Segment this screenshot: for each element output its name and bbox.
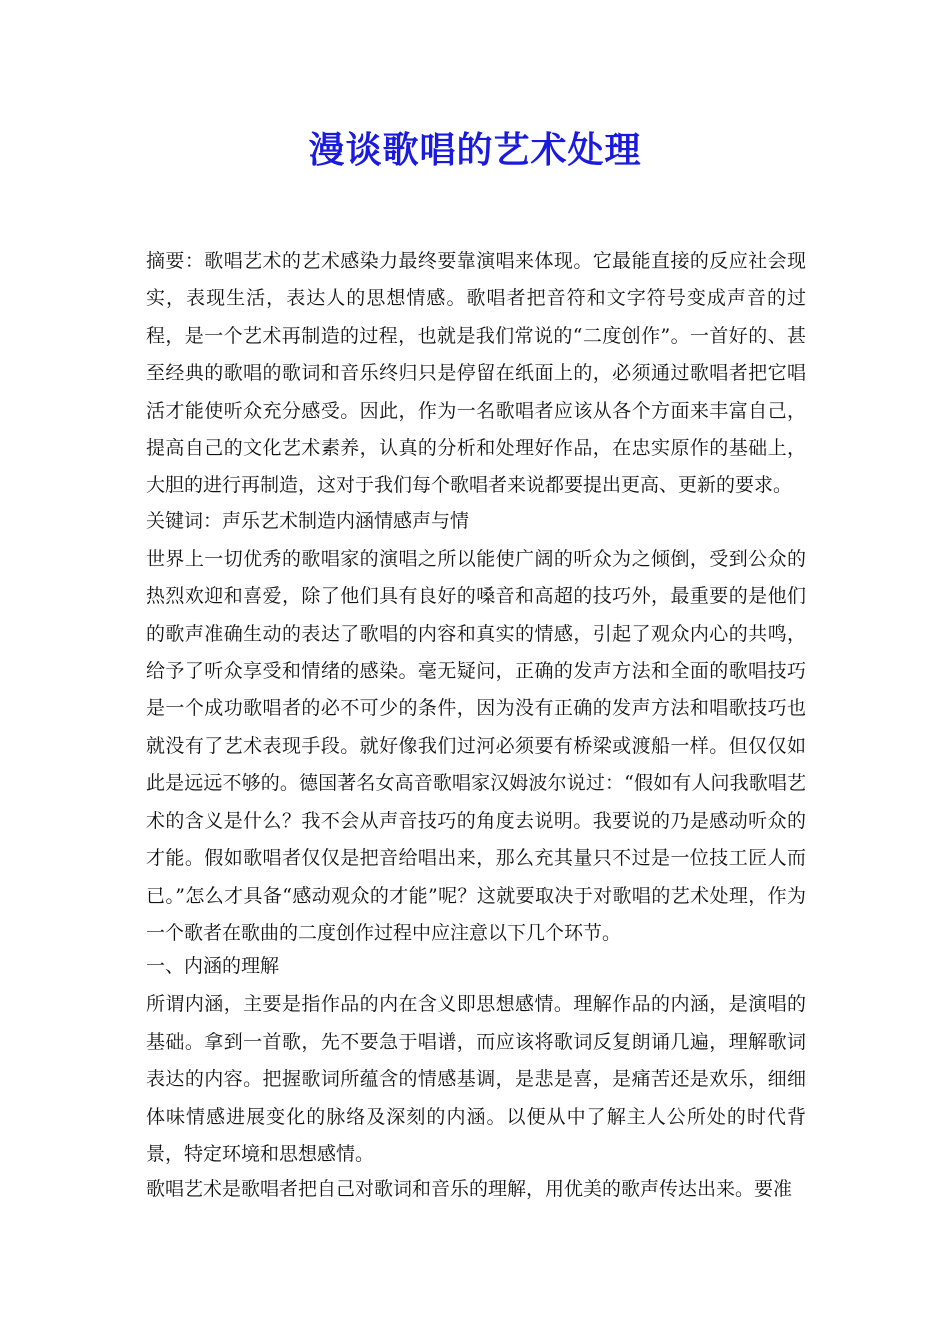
body-paragraph: 歌唱艺术是歌唱者把自己对歌词和音乐的理解，用优美的歌声传达出来。要准 — [146, 1178, 793, 1201]
body-paragraph: 所谓内涵，主要是指作品的内在含义即思想感情。理解作品的内涵，是演唱的基础。拿到一首歌，先不要急于唱谱，而应该将歌词反复朗诵几遍，理解歌词表达的内容。把握歌词所蕴含的情感基调，是悲是喜，是痛苦还是欢乐，细细体味情感进展变化的脉络及深刻的内涵。以便从中了解主人公所处的时代背景，特定环境和思想感情。 — [146, 993, 806, 1165]
abstract-paragraph: 摘要：歌唱艺术的艺术感染力最终要靠演唱来体现。它最能直接的反应社会现实，表现生活，表达人的思想情感。歌唱者把音符和文字符号变成声音的过程，是一个艺术再制造的过程，也就是我们常说的“二度创作”。一首好的、甚至经典的歌唱的歌词和音乐终归只是停留在纸面上的，必须通过歌唱者把它唱活才能使听众充分感受。因此，作为一名歌唱者应该从各个方面来丰富自己，提高自己的文化艺术素养，认真的分析和处理好作品，在忠实原作的基础上，大胆的进行再制造，这对于我们每个歌唱者来说都要提出更高、更新的要求。 — [146, 250, 806, 497]
section-heading: 一、内涵的理解 — [146, 955, 280, 978]
page-title: 漫谈歌唱的艺术处理 — [308, 130, 642, 171]
body-paragraph: 世界上一切优秀的歌唱家的演唱之所以能使广阔的听众为之倾倒，受到公众的热烈欢迎和喜爱，除了他们具有良好的嗓音和高超的技巧外，最重要的是他们的歌声准确生动的表达了歌唱的内容和真实的情感，引起了观众内心的共鸣，给予了听众享受和情绪的感染。毫无疑问，正确的发声方法和全面的歌唱技巧是一个成功歌唱者的必不可少的条件，因为没有正确的发声方法和唱歌技巧也就没有了艺术表现手段。就好像我们过河必须要有桥梁或渡船一样。但仅仅如此是远远不够的。德国著名女高音歌唱家汉姆波尔说过：“假如有人问我歌唱艺术的含义是什么？我不会从声音技巧的角度去说明。我要说的乃是感动听众的才能。假如歌唱者仅仅是把音给唱出来，那么充其量只不过是一位技工匠人而已。”怎么才具备“感动观众的才能”呢？这就要取决于对歌唱的艺术处理，作为一个歌者在歌曲的二度创作过程中应注意以下几个环节。 — [146, 547, 806, 944]
keywords-paragraph: 关键词：声乐艺术制造内涵情感声与情 — [146, 509, 470, 532]
document-body — [146, 243, 806, 1203]
